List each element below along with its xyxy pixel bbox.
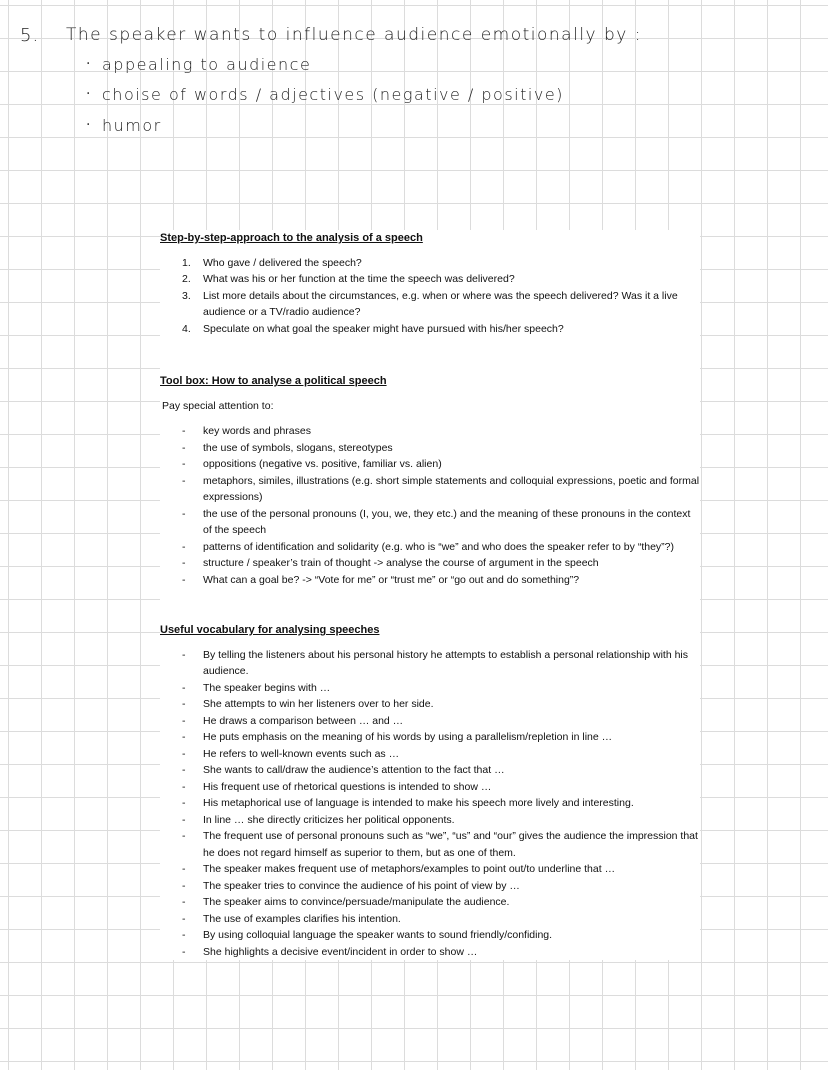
bullet-list bbox=[182, 423, 700, 588]
list-item: - The speaker makes frequent use of metaphors/examples to point out/to underline that … bbox=[182, 861, 700, 878]
item-number: 1. bbox=[182, 256, 191, 269]
list-item: - By using colloquial language the speaker wants to sound friendly/confiding. bbox=[182, 927, 700, 944]
list-item: - the use of the personal pronouns (I, you, we, they etc.) and the meaning of these pronouns in the context of the speech bbox=[182, 506, 700, 539]
list-item: - key words and phrases bbox=[182, 423, 700, 440]
list-item: - What can a goal be? -> “Vote for me” or “trust me” or “go out and do something”? bbox=[182, 572, 700, 589]
item-number: 3. bbox=[182, 289, 191, 302]
list-item: - structure / speaker’s train of thought -> analyse the course of argument in the speech bbox=[182, 555, 700, 572]
list-item: - the use of symbols, slogans, stereotypes bbox=[182, 440, 700, 457]
handwritten-number: 5. bbox=[20, 25, 40, 46]
item-number: 4. bbox=[182, 322, 191, 335]
numbered-list bbox=[182, 255, 700, 338]
list-item bbox=[182, 321, 700, 338]
section-heading: Tool box: How to analyse a political speech bbox=[160, 375, 387, 387]
item-text: Speculate on what goal the speaker might have pursued with his/her speech? bbox=[203, 322, 564, 335]
list-item: - By telling the listeners about his personal history he attempts to establish a personal relationship with his audience. bbox=[182, 647, 700, 680]
list-item bbox=[182, 271, 700, 288]
list-item: - His metaphorical use of language is intended to make his speech more lively and interesting. bbox=[182, 795, 700, 812]
list-item: - The use of examples clarifies his intention. bbox=[182, 911, 700, 928]
handwritten-bullet-item: choise of words / adjectives (negative / positive) bbox=[102, 85, 564, 104]
printed-worksheet bbox=[160, 230, 700, 960]
list-item: - He draws a comparison between … and … bbox=[182, 713, 700, 730]
item-text: Who gave / delivered the speech? bbox=[203, 256, 362, 269]
list-item: - metaphors, similes, illustrations (e.g. short simple statements and colloquial expressions, poetic and formal expressions) bbox=[182, 473, 700, 506]
section-heading: Step-by-step-approach to the analysis of a speech bbox=[160, 232, 423, 244]
list-item bbox=[182, 288, 700, 321]
list-item: - The speaker tries to convince the audience of his point of view by … bbox=[182, 878, 700, 895]
list-item: - She wants to call/draw the audience’s attention to the fact that … bbox=[182, 762, 700, 779]
bullet-dot: · bbox=[86, 86, 91, 102]
section-lead: Pay special attention to: bbox=[162, 399, 274, 412]
item-text: List more details about the circumstances, e.g. when or where was the speech delivered? Was it a live audience or a TV/radio audience? bbox=[203, 289, 678, 318]
list-item: - In line … she directly criticizes her political opponents. bbox=[182, 812, 700, 829]
list-item: - He puts emphasis on the meaning of his words by using a parallelism/repletion in line … bbox=[182, 729, 700, 746]
bullet-dot: · bbox=[86, 56, 91, 72]
list-item: - The frequent use of personal pronouns such as “we”, “us” and “our” gives the audience the impression that he does not regard himself as superior to them, but as one of them. bbox=[182, 828, 700, 861]
item-number: 2. bbox=[182, 273, 191, 285]
list-item: - He refers to well-known events such as … bbox=[182, 746, 700, 763]
list-item: - oppositions (negative vs. positive, familiar vs. alien) bbox=[182, 456, 700, 473]
list-item: - The speaker aims to convince/persuade/manipulate the audience. bbox=[182, 894, 700, 911]
list-item: - The speaker begins with … bbox=[182, 680, 700, 697]
list-item: - She attempts to win her listeners over to her side. bbox=[182, 696, 700, 713]
list-item: - patterns of identification and solidarity (e.g. who is “we” and who does the speaker refer to by “they”?) bbox=[182, 539, 700, 556]
section-heading: Useful vocabulary for analysing speeches bbox=[160, 624, 380, 636]
list-item bbox=[182, 255, 700, 272]
item-text: What was his or her function at the time the speech was delivered? bbox=[203, 273, 515, 285]
handwritten-line: The speaker wants to influence audience emotionally by : bbox=[66, 25, 642, 45]
list-item: - She highlights a decisive event/incident in order to show … bbox=[182, 944, 700, 961]
handwritten-bullet-item: humor bbox=[102, 116, 162, 135]
list-item: - His frequent use of rhetorical questions is intended to show … bbox=[182, 779, 700, 796]
bullet-dot: · bbox=[86, 117, 91, 133]
bullet-list bbox=[182, 647, 700, 961]
handwritten-bullet-item: appealing to audience bbox=[102, 55, 312, 74]
